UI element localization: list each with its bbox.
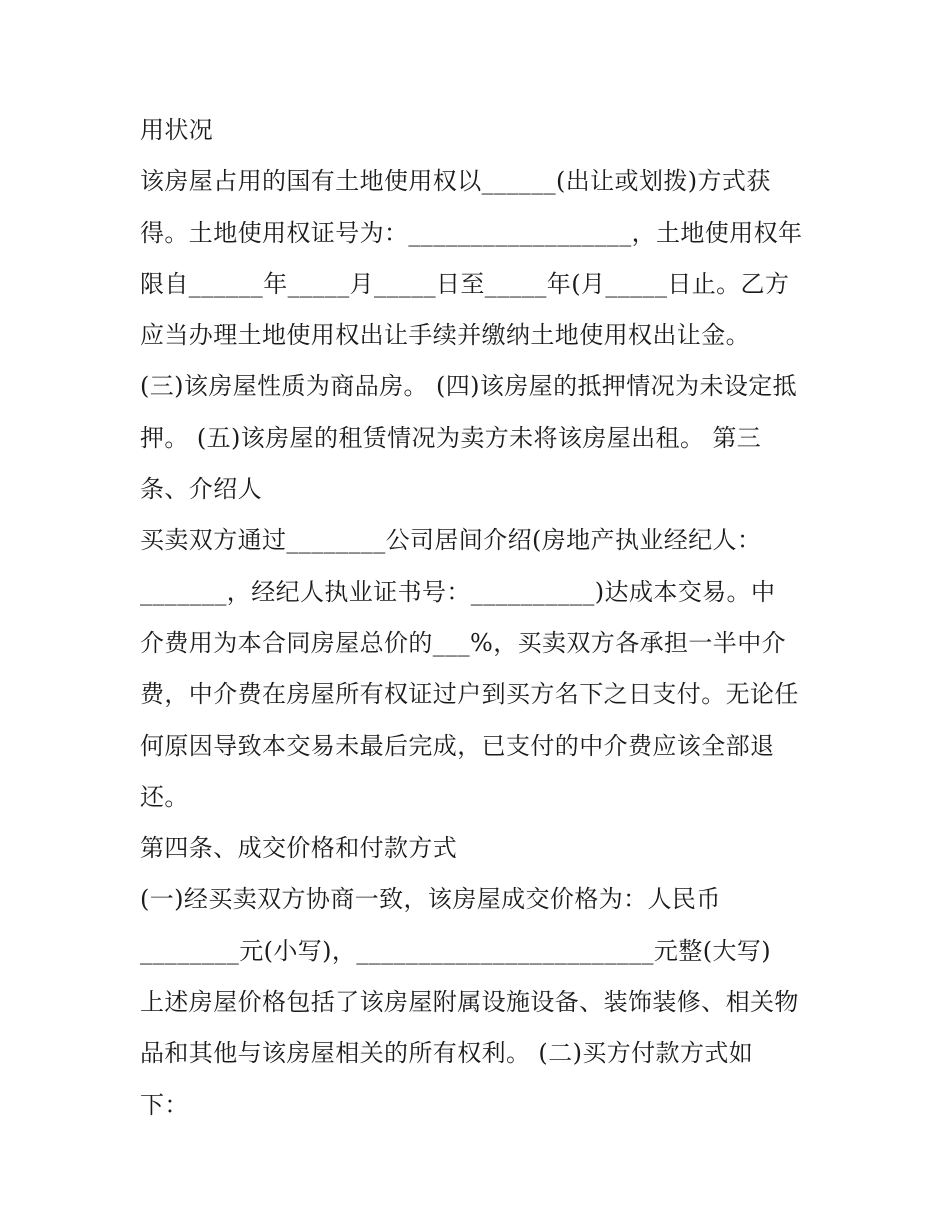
text-line: 介费用为本合同房屋总价的___%，买卖双方各承担一半中介: [140, 628, 787, 657]
text-line: 得。土地使用权证号为：__________________，土地使用权年: [140, 218, 803, 247]
text-line: 品和其他与该房屋相关的所有权利。 (二)买方付款方式如: [140, 1039, 754, 1068]
text-line: 押。 (五)该房屋的租赁情况为卖方未将该房屋出租。 第三: [140, 423, 762, 452]
text-line: _______，经纪人执业证书号：__________)达成本交易。中: [140, 577, 776, 606]
text-line: 上述房屋价格包括了该房屋附属设施设备、装饰装修、相关物: [140, 988, 799, 1017]
text-line: 费，中介费在房屋所有权证过户到买方名下之日支付。无论任: [140, 680, 799, 709]
text-line: (一)经买卖双方协商一致，该房屋成交价格为：人民币: [140, 885, 721, 914]
text-line: 限自______年_____月_____日至_____年(月_____日止。乙方: [140, 269, 790, 298]
text-line: 下：: [140, 1090, 189, 1119]
section-heading-introducer: 条、介绍人: [140, 475, 262, 504]
text-line: 用状况: [140, 116, 214, 144]
text-line: 该房屋占用的国有土地使用权以______(出让或划拨)方式获: [140, 167, 771, 196]
text-line: ________元(小写)，________________________元整(大写): [140, 936, 772, 965]
text-line: 还。: [140, 782, 189, 811]
text-line: 应当办理土地使用权出让手续并缴纳土地使用权出让金。: [140, 321, 750, 350]
text-line: 何原因导致本交易未最后完成，已支付的中介费应该全部退: [140, 731, 775, 760]
text-line: 买卖双方通过________公司居间介绍(房地产执业经纪人：: [140, 526, 762, 555]
text-line: (三)该房屋性质为商品房。 (四)该房屋的抵押情况为未设定抵: [140, 372, 798, 401]
contract-text-block: [140, 105, 830, 1131]
section-heading-price-payment: 第四条、成交价格和付款方式: [140, 834, 458, 863]
